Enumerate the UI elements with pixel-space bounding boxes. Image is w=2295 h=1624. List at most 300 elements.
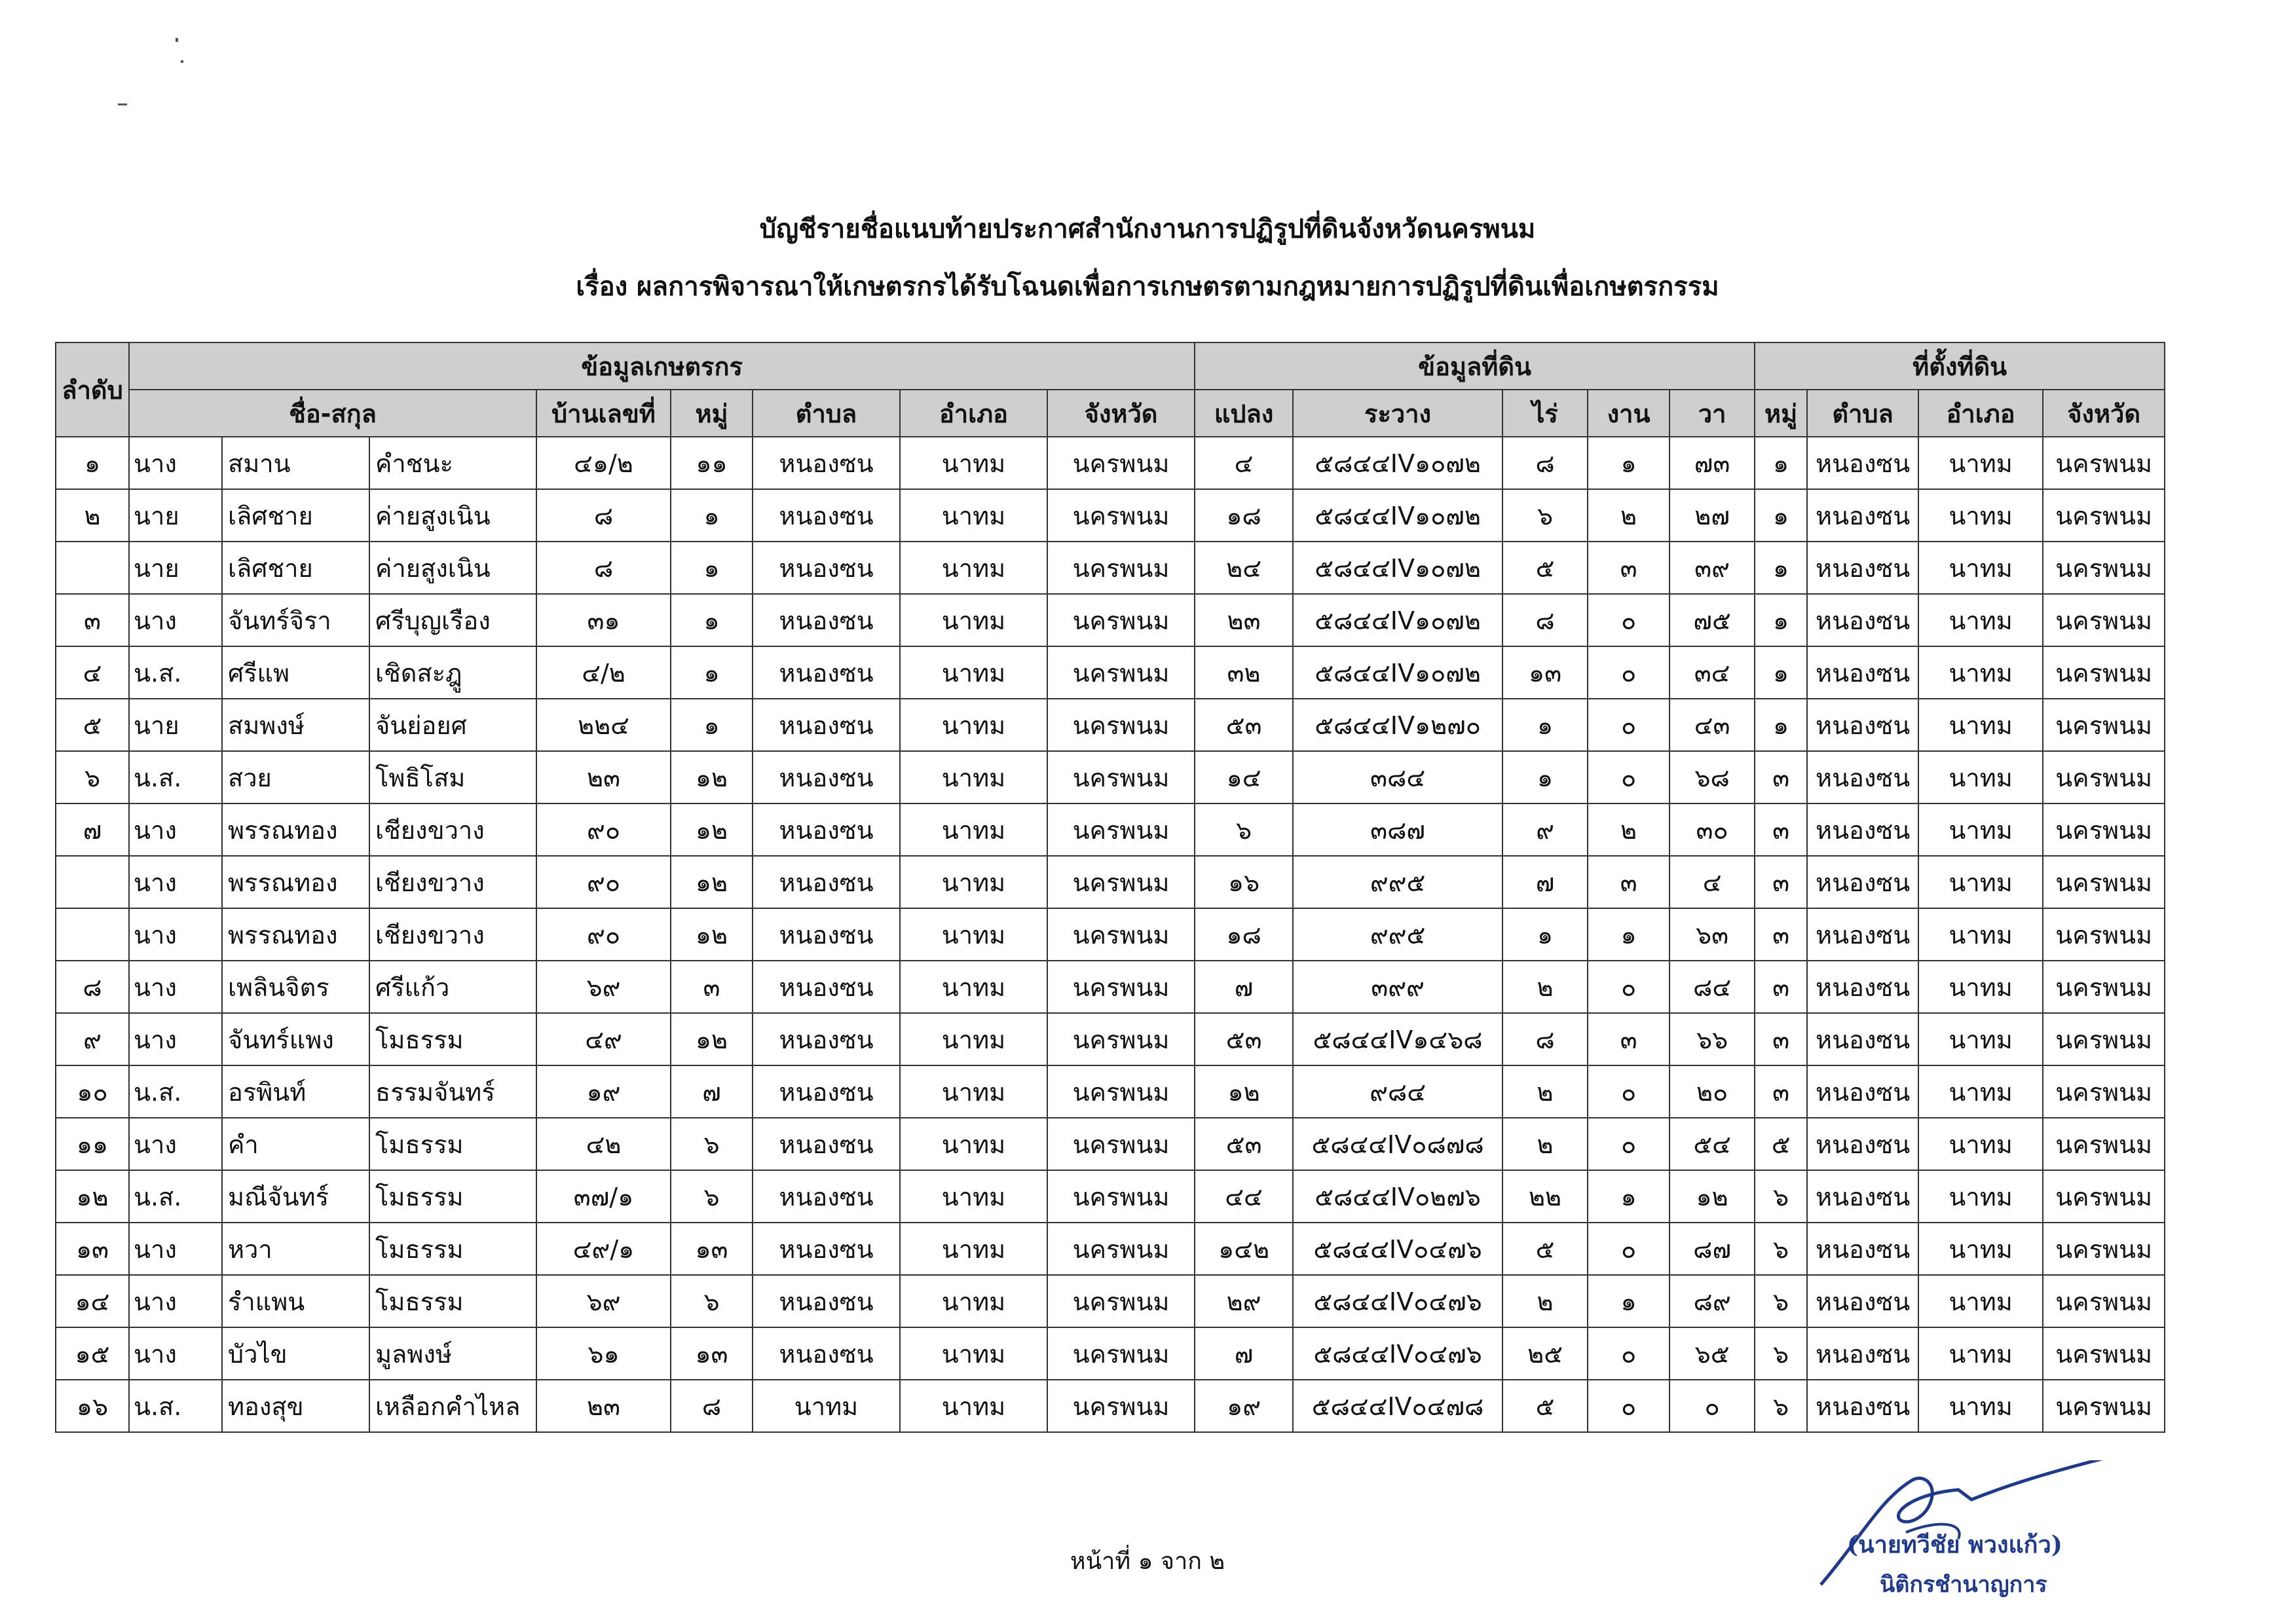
cell-first-name: ทองสุข — [222, 1380, 369, 1432]
cell-plot: ๔ — [1195, 437, 1293, 489]
header-amphoe: อำเภอ — [900, 390, 1047, 437]
cell-title: นาง — [129, 1223, 222, 1275]
cell-moo: ๑๒ — [671, 856, 753, 908]
cell-seq: ๑๑ — [56, 1118, 129, 1170]
cell-wa: ๘๙ — [1670, 1275, 1755, 1327]
cell-plot: ๑๙ — [1195, 1380, 1293, 1432]
cell-house-no: ๙๐ — [536, 856, 671, 908]
cell-plot: ๓๒ — [1195, 646, 1293, 699]
cell-plot: ๕๓ — [1195, 1118, 1293, 1170]
cell-rawang: ๙๙๕ — [1293, 908, 1502, 961]
cell-house-no: ๒๓ — [536, 1380, 671, 1432]
cell-loc-moo: ๑ — [1755, 489, 1807, 542]
cell-last-name: โมธรรม — [369, 1118, 536, 1170]
cell-rai: ๑ — [1502, 908, 1588, 961]
header-farmer-info: ข้อมูลเกษตรกร — [129, 342, 1195, 390]
cell-rai: ๕ — [1502, 542, 1588, 594]
cell-loc-province: นครพนม — [2043, 1223, 2165, 1275]
cell-moo: ๑ — [671, 699, 753, 751]
cell-moo: ๑ — [671, 489, 753, 542]
cell-rawang: ๓๙๙ — [1293, 961, 1502, 1013]
cell-wa: ๖๕ — [1670, 1327, 1755, 1380]
cell-loc-tambon: หนองซน — [1807, 1118, 1918, 1170]
cell-plot: ๗ — [1195, 961, 1293, 1013]
cell-last-name: เหลือกคำไหล — [369, 1380, 536, 1432]
cell-amphoe: นาทม — [900, 751, 1047, 803]
cell-ngan: ๐ — [1588, 961, 1670, 1013]
cell-rai: ๒ — [1502, 1065, 1588, 1118]
cell-ngan: ๐ — [1588, 646, 1670, 699]
cell-title: นาง — [129, 594, 222, 646]
cell-house-no: ๖๙ — [536, 1275, 671, 1327]
cell-amphoe: นาทม — [900, 489, 1047, 542]
cell-province: นครพนม — [1047, 1380, 1195, 1432]
cell-wa: ๓๐ — [1670, 803, 1755, 856]
cell-amphoe: นาทม — [900, 856, 1047, 908]
cell-wa: ๑๒ — [1670, 1170, 1755, 1223]
table-row — [56, 961, 2165, 1013]
cell-province: นครพนม — [1047, 1118, 1195, 1170]
cell-rawang: ๕๘๔๔IV๑๒๗๐ — [1293, 699, 1502, 751]
cell-first-name: ศรีแพ — [222, 646, 369, 699]
cell-first-name: เลิศชาย — [222, 542, 369, 594]
cell-first-name: รำแพน — [222, 1275, 369, 1327]
cell-loc-moo: ๑ — [1755, 646, 1807, 699]
cell-wa: ๔ — [1670, 856, 1755, 908]
cell-wa: ๘๗ — [1670, 1223, 1755, 1275]
table-row — [56, 1380, 2165, 1432]
cell-rawang: ๕๘๔๔IV๐๔๗๖ — [1293, 1327, 1502, 1380]
cell-first-name: สมพงษ์ — [222, 699, 369, 751]
cell-rawang: ๙๘๔ — [1293, 1065, 1502, 1118]
cell-seq: ๔ — [56, 646, 129, 699]
header-seq: ลำดับ — [56, 342, 129, 437]
cell-province: นครพนม — [1047, 908, 1195, 961]
cell-amphoe: นาทม — [900, 1223, 1047, 1275]
table-row — [56, 751, 2165, 803]
table-row — [56, 1065, 2165, 1118]
cell-first-name: บัวไข — [222, 1327, 369, 1380]
cell-title: น.ส. — [129, 1380, 222, 1432]
cell-title: นาง — [129, 437, 222, 489]
cell-loc-province: นครพนม — [2043, 646, 2165, 699]
document-title: บัญชีรายชื่อแนบท้ายประกาศสำนักงานการปฏิรูปที่ดินจังหวัดนครพนม — [759, 214, 1536, 244]
cell-title: นาง — [129, 1275, 222, 1327]
cell-wa: ๔๓ — [1670, 699, 1755, 751]
cell-rai: ๕ — [1502, 1380, 1588, 1432]
cell-rawang: ๕๘๔๔IV๐๒๗๖ — [1293, 1170, 1502, 1223]
cell-amphoe: นาทม — [900, 646, 1047, 699]
cell-tambon: หนองซน — [753, 1223, 900, 1275]
cell-loc-moo: ๓ — [1755, 961, 1807, 1013]
cell-rai: ๙ — [1502, 803, 1588, 856]
table-row — [56, 856, 2165, 908]
table-row — [56, 1327, 2165, 1380]
cell-moo: ๘ — [671, 1380, 753, 1432]
cell-house-no: ๑๙ — [536, 1065, 671, 1118]
header-name: ชื่อ-สกุล — [129, 390, 536, 437]
cell-loc-amphoe: นาทม — [1918, 1327, 2043, 1380]
cell-amphoe: นาทม — [900, 1327, 1047, 1380]
cell-moo: ๑๓ — [671, 1223, 753, 1275]
cell-plot: ๑๘ — [1195, 489, 1293, 542]
cell-loc-moo: ๑ — [1755, 437, 1807, 489]
table-row — [56, 1170, 2165, 1223]
cell-ngan: ๓ — [1588, 856, 1670, 908]
cell-house-no: ๒๓ — [536, 751, 671, 803]
cell-house-no: ๔๙ — [536, 1013, 671, 1065]
cell-loc-moo: ๓ — [1755, 803, 1807, 856]
cell-rai: ๘ — [1502, 1013, 1588, 1065]
cell-house-no: ๘ — [536, 542, 671, 594]
cell-rawang: ๕๘๔๔IV๑๐๗๒ — [1293, 437, 1502, 489]
cell-rai: ๒ — [1502, 1275, 1588, 1327]
cell-last-name: โมธรรม — [369, 1013, 536, 1065]
cell-rawang: ๕๘๔๔IV๑๐๗๒ — [1293, 489, 1502, 542]
cell-province: นครพนม — [1047, 961, 1195, 1013]
cell-seq: ๑ — [56, 437, 129, 489]
cell-ngan: ๐ — [1588, 1327, 1670, 1380]
cell-province: นครพนม — [1047, 1275, 1195, 1327]
cell-title: นาย — [129, 542, 222, 594]
cell-loc-province: นครพนม — [2043, 437, 2165, 489]
cell-seq: ๑๓ — [56, 1223, 129, 1275]
cell-ngan: ๐ — [1588, 1380, 1670, 1432]
signer-position: นิติกรชำนาญการ — [1880, 1572, 2047, 1598]
cell-rai: ๑ — [1502, 699, 1588, 751]
cell-loc-province: นครพนม — [2043, 961, 2165, 1013]
cell-ngan: ๒ — [1588, 489, 1670, 542]
cell-amphoe: นาทม — [900, 803, 1047, 856]
cell-title: น.ส. — [129, 1065, 222, 1118]
cell-plot: ๕๓ — [1195, 1013, 1293, 1065]
cell-loc-tambon: หนองซน — [1807, 1223, 1918, 1275]
cell-seq: ๑๒ — [56, 1170, 129, 1223]
cell-loc-moo: ๓ — [1755, 856, 1807, 908]
cell-loc-province: นครพนม — [2043, 751, 2165, 803]
cell-loc-moo: ๓ — [1755, 751, 1807, 803]
cell-moo: ๑ — [671, 646, 753, 699]
cell-loc-tambon: หนองซน — [1807, 594, 1918, 646]
cell-ngan: ๑ — [1588, 1275, 1670, 1327]
cell-last-name: โพธิโสม — [369, 751, 536, 803]
cell-province: นครพนม — [1047, 1327, 1195, 1380]
cell-plot: ๔๔ — [1195, 1170, 1293, 1223]
cell-ngan: ๑ — [1588, 437, 1670, 489]
cell-seq: ๑๔ — [56, 1275, 129, 1327]
cell-seq: ๕ — [56, 699, 129, 751]
cell-province: นครพนม — [1047, 489, 1195, 542]
cell-wa: ๖๘ — [1670, 751, 1755, 803]
cell-loc-province: นครพนม — [2043, 856, 2165, 908]
cell-title: น.ส. — [129, 751, 222, 803]
cell-tambon: หนองซน — [753, 803, 900, 856]
cell-province: นครพนม — [1047, 1013, 1195, 1065]
cell-loc-tambon: หนองซน — [1807, 1065, 1918, 1118]
cell-rai: ๒๒ — [1502, 1170, 1588, 1223]
cell-wa: ๘๔ — [1670, 961, 1755, 1013]
cell-loc-moo: ๖ — [1755, 1223, 1807, 1275]
cell-moo: ๓ — [671, 961, 753, 1013]
cell-loc-moo: ๖ — [1755, 1380, 1807, 1432]
cell-last-name: ศรีบุญเรือง — [369, 594, 536, 646]
table-row — [56, 437, 2165, 489]
cell-last-name: คำชนะ — [369, 437, 536, 489]
scan-speck — [176, 38, 178, 42]
cell-amphoe: นาทม — [900, 1065, 1047, 1118]
header-plot: แปลง — [1195, 390, 1293, 437]
cell-moo: ๑๒ — [671, 751, 753, 803]
cell-ngan: ๓ — [1588, 1013, 1670, 1065]
cell-amphoe: นาทม — [900, 908, 1047, 961]
table-row — [56, 699, 2165, 751]
cell-rawang: ๕๘๔๔IV๑๐๗๒ — [1293, 542, 1502, 594]
header-rai: ไร่ — [1502, 390, 1588, 437]
cell-loc-province: นครพนม — [2043, 908, 2165, 961]
cell-loc-tambon: หนองซน — [1807, 1275, 1918, 1327]
cell-first-name: มณีจันทร์ — [222, 1170, 369, 1223]
cell-seq: ๙ — [56, 1013, 129, 1065]
cell-tambon: หนองซน — [753, 1118, 900, 1170]
cell-title: น.ส. — [129, 646, 222, 699]
farmer-list-table-container — [55, 342, 2153, 1433]
cell-house-no: ๔๑/๒ — [536, 437, 671, 489]
header-ngan: งาน — [1588, 390, 1670, 437]
cell-wa: ๓๔ — [1670, 646, 1755, 699]
cell-title: นาย — [129, 699, 222, 751]
cell-tambon: นาทม — [753, 1380, 900, 1432]
cell-last-name: เชิดสะฎู — [369, 646, 536, 699]
cell-first-name: หวา — [222, 1223, 369, 1275]
cell-last-name: โมธรรม — [369, 1170, 536, 1223]
cell-loc-amphoe: นาทม — [1918, 856, 2043, 908]
cell-loc-tambon: หนองซน — [1807, 1013, 1918, 1065]
cell-seq: ๑๐ — [56, 1065, 129, 1118]
header-rawang: ระวาง — [1293, 390, 1502, 437]
cell-moo: ๑๓ — [671, 1327, 753, 1380]
cell-loc-tambon: หนองซน — [1807, 646, 1918, 699]
cell-rai: ๒ — [1502, 1118, 1588, 1170]
cell-loc-amphoe: นาทม — [1918, 542, 2043, 594]
cell-province: นครพนม — [1047, 437, 1195, 489]
cell-loc-amphoe: นาทม — [1918, 961, 2043, 1013]
cell-seq: ๗ — [56, 803, 129, 856]
cell-seq: ๓ — [56, 594, 129, 646]
header-loc-tambon: ตำบล — [1807, 390, 1918, 437]
cell-loc-amphoe: นาทม — [1918, 1223, 2043, 1275]
scan-speck — [118, 103, 127, 105]
cell-last-name: โมธรรม — [369, 1223, 536, 1275]
cell-province: นครพนม — [1047, 646, 1195, 699]
cell-house-no: ๔/๒ — [536, 646, 671, 699]
table-row — [56, 908, 2165, 961]
cell-loc-moo: ๑ — [1755, 542, 1807, 594]
cell-ngan: ๐ — [1588, 1118, 1670, 1170]
cell-moo: ๑ — [671, 542, 753, 594]
cell-amphoe: นาทม — [900, 1013, 1047, 1065]
cell-province: นครพนม — [1047, 1170, 1195, 1223]
cell-last-name: เชียงขวาง — [369, 803, 536, 856]
cell-amphoe: นาทม — [900, 542, 1047, 594]
cell-loc-amphoe: นาทม — [1918, 908, 2043, 961]
cell-rawang: ๕๘๔๔IV๐๘๗๘ — [1293, 1118, 1502, 1170]
cell-loc-amphoe: นาทม — [1918, 646, 2043, 699]
cell-wa: ๓๙ — [1670, 542, 1755, 594]
cell-first-name: สวย — [222, 751, 369, 803]
cell-title: นาย — [129, 489, 222, 542]
cell-moo: ๖ — [671, 1118, 753, 1170]
cell-last-name: ค่ายสูงเนิน — [369, 489, 536, 542]
cell-province: นครพนม — [1047, 699, 1195, 751]
header-loc-province: จังหวัด — [2043, 390, 2165, 437]
cell-rawang: ๕๘๔๔IV๐๔๗๖ — [1293, 1275, 1502, 1327]
cell-last-name: เชียงขวาง — [369, 908, 536, 961]
cell-first-name: เพลินจิตร — [222, 961, 369, 1013]
cell-plot: ๒๙ — [1195, 1275, 1293, 1327]
cell-loc-tambon: หนองซน — [1807, 1327, 1918, 1380]
cell-house-no: ๓๗/๑ — [536, 1170, 671, 1223]
cell-plot: ๑๘ — [1195, 908, 1293, 961]
cell-tambon: หนองซน — [753, 594, 900, 646]
cell-province: นครพนม — [1047, 1065, 1195, 1118]
cell-moo: ๑๒ — [671, 803, 753, 856]
cell-province: นครพนม — [1047, 803, 1195, 856]
cell-first-name: อรพินท์ — [222, 1065, 369, 1118]
header-tambon: ตำบล — [753, 390, 900, 437]
cell-loc-province: นครพนม — [2043, 1275, 2165, 1327]
cell-first-name: พรรณทอง — [222, 908, 369, 961]
cell-province: นครพนม — [1047, 594, 1195, 646]
cell-moo: ๑๒ — [671, 1013, 753, 1065]
cell-title: นาง — [129, 856, 222, 908]
cell-loc-tambon: หนองซน — [1807, 856, 1918, 908]
table-row — [56, 1275, 2165, 1327]
cell-house-no: ๘ — [536, 489, 671, 542]
cell-loc-moo: ๓ — [1755, 908, 1807, 961]
cell-plot: ๑๔๒ — [1195, 1223, 1293, 1275]
cell-tambon: หนองซน — [753, 856, 900, 908]
cell-last-name: จันย่อยศ — [369, 699, 536, 751]
cell-tambon: หนองซน — [753, 646, 900, 699]
cell-loc-amphoe: นาทม — [1918, 699, 2043, 751]
cell-tambon: หนองซน — [753, 542, 900, 594]
cell-rai: ๑ — [1502, 751, 1588, 803]
cell-rawang: ๕๘๔๔IV๑๐๗๒ — [1293, 594, 1502, 646]
cell-loc-moo: ๖ — [1755, 1275, 1807, 1327]
cell-loc-tambon: หนองซน — [1807, 699, 1918, 751]
cell-seq: ๖ — [56, 751, 129, 803]
cell-title: นาง — [129, 961, 222, 1013]
cell-loc-amphoe: นาทม — [1918, 1275, 2043, 1327]
cell-wa: ๒๐ — [1670, 1065, 1755, 1118]
cell-title: นาง — [129, 803, 222, 856]
farmer-list-table — [55, 342, 2165, 1433]
table-row — [56, 594, 2165, 646]
cell-loc-moo: ๑ — [1755, 594, 1807, 646]
cell-wa: ๖๖ — [1670, 1013, 1755, 1065]
cell-amphoe: นาทม — [900, 1170, 1047, 1223]
cell-loc-tambon: หนองซน — [1807, 908, 1918, 961]
signer-name: (นายทวีชัย พวงแก้ว) — [1847, 1531, 2062, 1559]
cell-ngan: ๑ — [1588, 1170, 1670, 1223]
cell-rai: ๘ — [1502, 594, 1588, 646]
cell-loc-amphoe: นาทม — [1918, 1118, 2043, 1170]
cell-loc-province: นครพนม — [2043, 1380, 2165, 1432]
cell-title: นาง — [129, 1327, 222, 1380]
cell-ngan: ๐ — [1588, 1223, 1670, 1275]
cell-title: น.ส. — [129, 1170, 222, 1223]
cell-seq: ๑๕ — [56, 1327, 129, 1380]
header-moo: หมู่ — [671, 390, 753, 437]
cell-seq — [56, 908, 129, 961]
cell-first-name: คำ — [222, 1118, 369, 1170]
cell-moo: ๗ — [671, 1065, 753, 1118]
cell-wa: ๕๔ — [1670, 1118, 1755, 1170]
cell-tambon: หนองซน — [753, 489, 900, 542]
cell-rawang: ๓๘๗ — [1293, 803, 1502, 856]
cell-first-name: เลิศชาย — [222, 489, 369, 542]
cell-tambon: หนองซน — [753, 1170, 900, 1223]
cell-seq — [56, 856, 129, 908]
cell-loc-province: นครพนม — [2043, 1013, 2165, 1065]
cell-province: นครพนม — [1047, 542, 1195, 594]
cell-plot: ๑๔ — [1195, 751, 1293, 803]
cell-rai: ๕ — [1502, 1223, 1588, 1275]
cell-tambon: หนองซน — [753, 751, 900, 803]
cell-plot: ๑๒ — [1195, 1065, 1293, 1118]
cell-province: นครพนม — [1047, 751, 1195, 803]
cell-loc-tambon: หนองซน — [1807, 489, 1918, 542]
cell-moo: ๑๒ — [671, 908, 753, 961]
cell-house-no: ๓๑ — [536, 594, 671, 646]
cell-rai: ๒ — [1502, 961, 1588, 1013]
cell-province: นครพนม — [1047, 856, 1195, 908]
cell-plot: ๕๓ — [1195, 699, 1293, 751]
cell-rai: ๑๓ — [1502, 646, 1588, 699]
cell-loc-moo: ๑ — [1755, 699, 1807, 751]
table-body — [56, 437, 2165, 1432]
cell-amphoe: นาทม — [900, 1118, 1047, 1170]
cell-first-name: สมาน — [222, 437, 369, 489]
cell-ngan: ๒ — [1588, 803, 1670, 856]
table-row — [56, 542, 2165, 594]
cell-first-name: จันทร์จิรา — [222, 594, 369, 646]
cell-house-no: ๖๑ — [536, 1327, 671, 1380]
cell-rai: ๗ — [1502, 856, 1588, 908]
cell-tambon: หนองซน — [753, 1327, 900, 1380]
header-wa: วา — [1670, 390, 1755, 437]
cell-plot: ๒๔ — [1195, 542, 1293, 594]
cell-loc-moo: ๓ — [1755, 1013, 1807, 1065]
cell-tambon: หนองซน — [753, 961, 900, 1013]
cell-loc-amphoe: นาทม — [1918, 751, 2043, 803]
cell-ngan: ๐ — [1588, 1065, 1670, 1118]
cell-loc-moo: ๕ — [1755, 1118, 1807, 1170]
cell-wa: ๒๗ — [1670, 489, 1755, 542]
cell-rai: ๒๕ — [1502, 1327, 1588, 1380]
cell-amphoe: นาทม — [900, 1380, 1047, 1432]
cell-moo: ๑ — [671, 594, 753, 646]
cell-rawang: ๕๘๔๔IV๐๔๗๘ — [1293, 1380, 1502, 1432]
cell-amphoe: นาทม — [900, 961, 1047, 1013]
header-land-location: ที่ตั้งที่ดิน — [1755, 342, 2165, 390]
cell-loc-moo: ๓ — [1755, 1065, 1807, 1118]
page-number: หน้าที่ ๑ จาก ๒ — [1070, 1548, 1225, 1575]
cell-loc-province: นครพนม — [2043, 489, 2165, 542]
cell-loc-tambon: หนองซน — [1807, 1170, 1918, 1223]
table-row — [56, 646, 2165, 699]
cell-last-name: เชียงขวาง — [369, 856, 536, 908]
